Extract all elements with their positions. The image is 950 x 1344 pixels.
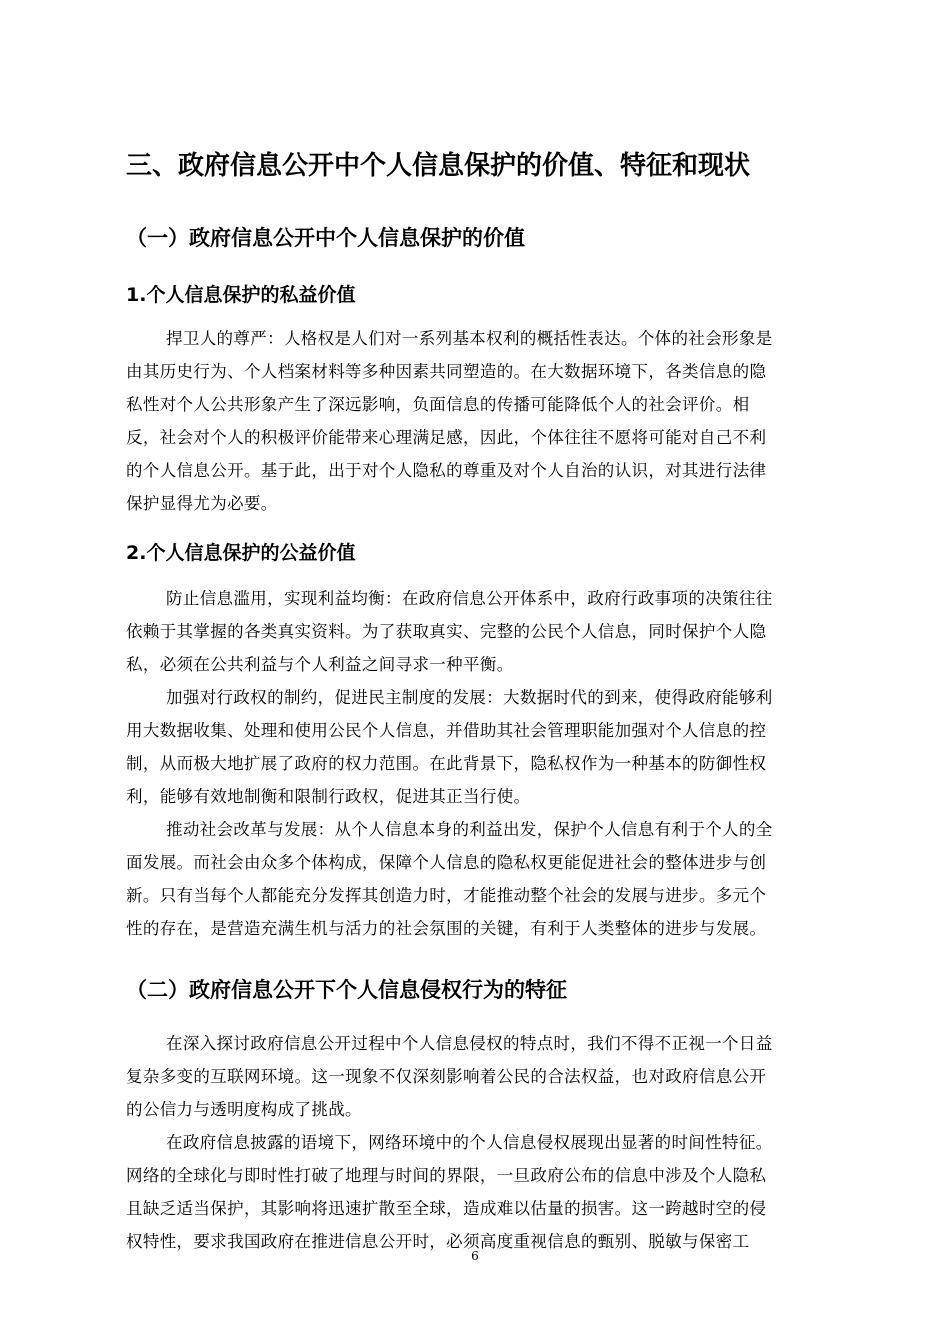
section-heading-1: （一）政府信息公开中个人信息保护的价值 — [126, 226, 525, 250]
text-line: 的公信力与透明度构成了挑战。 — [126, 1100, 362, 1119]
subsection-heading-2: 2.个人信息保护的公益价值 — [126, 542, 356, 564]
text-line: 由其历史行为、个人档案材料等多种因素共同塑造的。在大数据环境下，各类信息的隐 — [126, 362, 767, 381]
paragraph-public-value-2 — [126, 681, 859, 813]
paragraph-infringement-2 — [126, 1126, 859, 1258]
text-line: 新。只有当每个人都能充分发挥其创造力时，才能推动整个社会的发展与进步。多元个 — [126, 886, 767, 905]
text-line: 权特性，要求我国政府在推进信息公开时，必须高度重视信息的甄别、脱敏与保密工 — [126, 1232, 750, 1251]
text-line: 利，能够有效地制衡和限制行政权，促进其正当行使。 — [126, 787, 531, 806]
text-line: 用大数据收集、处理和使用公民个人信息，并借助其社会管理职能加强对个人信息的控 — [126, 721, 767, 740]
text-line: 加强对行政权的制约，促进民主制度的发展：大数据时代的到来，使得政府能够利 — [166, 688, 773, 707]
text-line: 且缺乏适当保护，其影响将迅速扩散至全球，造成难以估量的损害。这一跨越时空的侵 — [126, 1199, 767, 1218]
text-line: 推动社会改革与发展：从个人信息本身的利益出发，保护个人信息有利于个人的全 — [166, 820, 773, 839]
text-line: 在政府信息披露的语境下，网络环境中的个人信息侵权展现出显著的时间性特征。 — [166, 1133, 773, 1152]
text-line: 复杂多变的互联网环境。这一现象不仅深刻影响着公民的合法权益，也对政府信息公开 — [126, 1067, 767, 1086]
paragraph-public-value-1 — [126, 582, 859, 681]
text-line: 反，社会对个人的积极评价能带来心理满足感，因此，个体往往不愿将可能对自己不利 — [126, 428, 767, 447]
chapter-heading: 三、政府信息公开中个人信息保护的价值、特征和现状 — [126, 151, 751, 181]
text-line: 性的存在，是营造充满生机与活力的社会氛围的关键，有利于人类整体的进步与发展。 — [126, 919, 767, 938]
paragraph-private-value — [126, 322, 859, 520]
text-line: 依赖于其掌握的各类真实资料。为了获取真实、完整的公民个人信息，同时保护个人隐 — [126, 622, 767, 641]
text-line: 私性对个人公共形象产生了深远影响，负面信息的传播可能降低个人的社会评价。相 — [126, 395, 750, 414]
text-line: 防止信息滥用，实现利益均衡：在政府信息公开体系中，政府行政事项的决策往往 — [166, 589, 773, 608]
subsection-heading-1: 1.个人信息保护的私益价值 — [126, 284, 356, 306]
text-line: 私，必须在公共利益与个人利益之间寻求一种平衡。 — [126, 655, 514, 674]
paragraph-infringement-1 — [126, 1027, 859, 1126]
paragraph-public-value-3 — [126, 813, 859, 945]
text-line: 面发展。而社会由众多个体构成，保障个人信息的隐私权更能促进社会的整体进步与创 — [126, 853, 767, 872]
text-line: 制，从而极大地扩展了政府的权力范围。在此背景下，隐私权作为一种基本的防御性权 — [126, 754, 767, 773]
text-line: 的个人信息公开。基于此，出于对个人隐私的尊重及对个人自治的认识，对其进行法律 — [126, 461, 767, 480]
text-line: 在深入探讨政府信息公开过程中个人信息侵权的特点时，我们不得不正视一个日益 — [166, 1034, 773, 1053]
text-line: 保护显得尤为必要。 — [126, 494, 278, 513]
text-line: 网络的全球化与即时性打破了地理与时间的界限，一旦政府公布的信息中涉及个人隐私 — [126, 1166, 767, 1185]
section-heading-2: （二）政府信息公开下个人信息侵权行为的特征 — [126, 978, 567, 1002]
page-number: 6 — [471, 1249, 479, 1263]
text-line: 捍卫人的尊严：人格权是人们对一系列基本权利的概括性表达。个体的社会形象是 — [166, 329, 773, 348]
